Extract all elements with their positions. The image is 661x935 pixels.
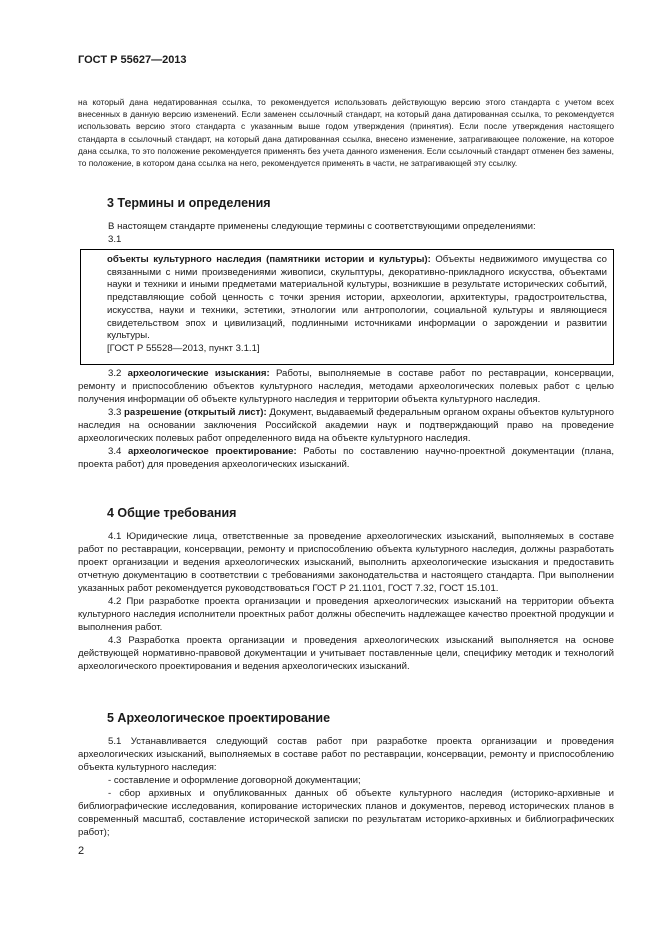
term-3-1-definition: Объекты недвижимого имущества со связанными с ними произведениями живописи, скульптуры, декоративно-прикладного искусства, объектами науки и техники и иными предметами материальной культуры, возникшие в результате исторических событий, представляющие собой ценность с точки зрения истории, археологии, архитектуры, градостроительства, искусства, науки и техники, эстетики, этнологии или антропологии, социальной культуры и являющиеся свидетельством эпох и цивилизаций, подлинными источниками информации о зарождении и развитии культуры. [107, 254, 607, 342]
term-3-3-number: 3.3 [108, 407, 125, 418]
section-3-title: 3 Термины и определения [107, 196, 271, 210]
intro-paragraph-block [78, 96, 614, 169]
document-header: ГОСТ Р 55627—2013 [78, 54, 187, 66]
term-3-1-box [80, 249, 614, 365]
section-3-intro: В настоящем стандарте применены следующие термины с соответствующими определениями: [108, 221, 536, 232]
term-3-2-definition: Работы, выполняемые в составе работ по реставрации, консервации, ремонту и приспособлению объектов культурного наследия, методами археологических полевых работ с целью получения информации об объекте культурного наследия и территории объекта культурного наследия. [78, 368, 614, 405]
terms-3-2-to-3-4 [78, 367, 614, 471]
term-3-1-text [107, 254, 607, 343]
clause-4-3: 4.3 Разработка проекта организации и проведения археологических изысканий выполняется на основе действующей нормативно-правовой документации и учитывает поставленные цели, специфику методик и технологий археологического проектирования и ведения археологических изысканий. [78, 635, 614, 672]
section-4-title: 4 Общие требования [107, 506, 237, 520]
clause-4-2: 4.2 При разработке проекта организации и проведения археологических изысканий на территории объекта культурного наследия исполнители проектных работ должны обеспечить надлежащее качество проектной продукции и выполнения работ. [78, 596, 614, 633]
list-item: - составление и оформление договорной документации; [108, 775, 361, 786]
intro-paragraph: на который дана недатированная ссылка, то рекомендуется использовать действующую версию этого стандарта с учетом всех внесенных в данную версию изменений. Если заменен ссылочный стандарт, на который дана датированная ссылка, то рекомендуется использовать версию этого стандарта с указанным выше годом утверждения (принятия). Если после утверждения настоящего стандарта в ссылочный стандарт, на который дана датированная ссылка, внесено изменение, затрагивающее положение, на которое дана ссылка, то это положение рекомендуется применять без учета данного изменения. Если ссылочный стандарт отменен без замены, то положение, в котором дана ссылка на него, рекомендуется применять в части, не затрагивающей эту ссылку. [78, 97, 614, 169]
term-3-2 [78, 367, 614, 406]
term-3-1-number: 3.1 [108, 234, 122, 245]
list-item: - сбор архивных и опубликованных данных об объекте культурного наследия (историко-архивные и библиографические исследования, копирование исторических планов и документов, перевод исторических планов в современный масштаб, составление исторической записки по результатам историко-архивных и библиографических работ); [78, 788, 614, 838]
page-number: 2 [78, 845, 85, 857]
term-3-4-definition: Работы по составлению научно-проектной документации (плана, проекта работ) для проведения археологических изысканий. [78, 446, 615, 470]
clause-4-1: 4.1 Юридические лица, ответственные за проведение археологических изысканий, выполняемых в составе работ по реставрации, консервации, ремонту и приспособлению объекта культурного наследия, должны разработать проект организации и ведения археологических изысканий, выполнить археологические изыскания и предоставить отчетную документацию в соответствии с требованиями законодательства и настоящего стандарта. При выполнении указанных работ рекомендуется руководствоваться ГОСТ Р 21.1101, ГОСТ 7.32, ГОСТ 15.101. [78, 531, 614, 594]
term-3-3-name: разрешение (открытый лист): [124, 407, 267, 418]
term-3-3 [78, 406, 614, 445]
section-4-body [78, 530, 614, 673]
term-3-4 [78, 445, 614, 471]
term-3-4-name: археологическое проектирование: [127, 446, 297, 457]
section-3-intro-block [78, 220, 614, 246]
section-5-body [78, 735, 614, 839]
term-3-1-name: объекты культурного наследия (памятники истории и культуры): [107, 254, 431, 265]
term-3-2-number: 3.2 [108, 368, 128, 379]
term-3-4-number: 3.4 [108, 446, 128, 457]
section-5-title: 5 Археологическое проектирование [107, 711, 331, 725]
term-3-3-definition: Документ, выдаваемый федеральным органом охраны объектов культурного наследия на основании заключения Российской академии наук и подтверждающий право на проведение археологических полевых работ определенного вида на объекте культурного наследия. [78, 407, 614, 444]
term-3-1-reference: [ГОСТ Р 55528—2013, пункт 3.1.1] [107, 342, 260, 354]
clause-5-1: 5.1 Устанавливается следующий состав работ при разработке проекта организации и проведения археологических изысканий, выполняемых в составе работ по реставрации, консервации, ремонту и приспособлению объекта культурного наследия: [78, 736, 614, 773]
term-3-2-name: археологические изыскания: [127, 368, 270, 379]
